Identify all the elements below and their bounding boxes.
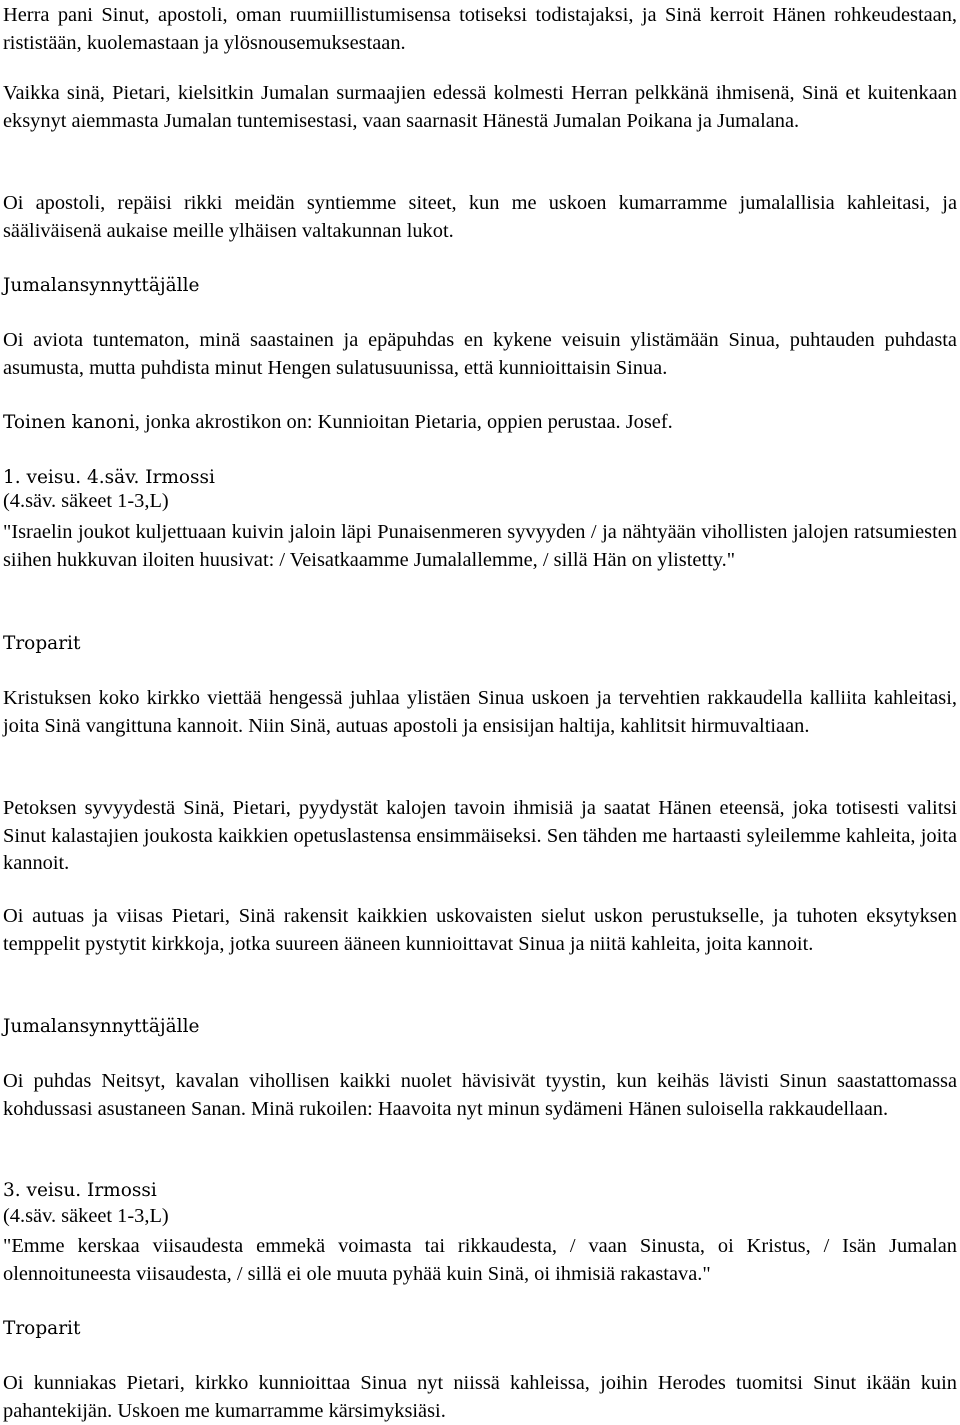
irmos-text: "Israelin joukot kuljettuaan kuivin jaloin läpi Punaisenmeren syvyyden / ja nähtyään vihollisten jalojen ratsumiesten siihen hukkuvan iloiten huusivat: / Veisatkaamme Jumalallemme, / sillä Hän on ylistetty." xyxy=(3,521,957,571)
kanon-label: Toinen kanoni xyxy=(3,412,135,433)
section-heading: Troparit xyxy=(3,633,81,654)
kanon-line xyxy=(3,409,957,437)
paragraph: Kristuksen koko kirkko viettää hengessä juhlaa ylistäen Sinua uskoen ja tervehtien rakkaudella kalliita kahleitasi, joita Sinä vangittuna kannoit. Niin Sinä, autuas apostoli ja ensisijan haltija, kahlitsit hirmuvaltiaan. xyxy=(3,687,957,737)
paragraph: Oi aviota tuntematon, minä saastainen ja epäpuhdas en kykene veisuin ylistämään Sinua, puhtauden puhdasta asumusta, mutta puhdista minut Hengen sulatusuunissa, että kunnioittaisin Sinua. xyxy=(3,329,957,379)
tone-note: (4.säv. säkeet 1-3,L) xyxy=(3,490,169,512)
paragraph: Petoksen syvyydestä Sinä, Pietari, pyydystät kalojen tavoin ihmisiä ja saatat Hänen eteensä, joka totisesti valitsi Sinut kalastajien joukosta kaikkien opetuslastensa ensimmäiseksi. Sen tähden me hartaasti syleilemme kahleita, joita kannoit. xyxy=(3,797,957,874)
paragraph: Oi puhdas Neitsyt, kavalan vihollisen kaikki nuolet hävisivät tyystin, kun keihäs lävisti Sinun saastattomassa kohdussasi asustaneen Sanan. Minä rukoilen: Haavoita nyt minun sydämeni Hänen suloisella rakkaudellaan. xyxy=(3,1070,957,1120)
section-heading: Troparit xyxy=(3,1318,81,1339)
paragraph: Herra pani Sinut, apostoli, oman ruumiillistumisensa totiseksi todistajaksi, ja Sinä kerroit Hänen rohkeudestaan, rististään, kuolemastaan ja ylösnousemuksestaan. xyxy=(3,4,957,54)
section-heading: Jumalansynnyttäjälle xyxy=(3,275,200,296)
paragraph: Oi kunniakas Pietari, kirkko kunnioittaa Sinua nyt niissä kahleissa, joihin Herodes tuomitsi Sinut ikään kuin pahantekijän. Uskoen me kumarramme kärsimyksiäsi. xyxy=(3,1372,957,1422)
paragraph: Vaikka sinä, Pietari, kielsitkin Jumalan surmaajien edessä kolmesti Herran pelkkänä ihmisenä, Sinä et kuitenkaan eksynyt aiemmasta Jumalan tuntemisestasi, vaan saarnasit Hänestä Jumalan Poikana ja Jumalana. xyxy=(3,82,957,132)
ode-heading: 3. veisu. Irmossi xyxy=(3,1180,157,1201)
paragraph: Oi autuas ja viisas Pietari, Sinä rakensit kaikkien uskovaisten sielut uskon perustukselle, ja tuhoten eksytyksen temppelit pystytit kirkkoja, jotka suureen ääneen kunnioittavat Sinua ja niitä kahleita, joita kannoit. xyxy=(3,905,957,955)
irmos-text: "Emme kerskaa viisaudesta emmekä voimasta tai rikkaudesta, / vaan Sinusta, oi Kristus, / Isän Jumalan olennoituneesta viisaudesta, / sillä ei ole muuta pyhää kuin Sinä, oi ihmisiä rakastava." xyxy=(3,1235,957,1285)
paragraph: Oi apostoli, repäisi rikki meidän syntiemme siteet, kun me uskoen kumarramme jumalallisia kahleitasi, ja sääliväisenä aukaise meille ylhäisen valtakunnan lukot. xyxy=(3,192,957,242)
section-heading: Jumalansynnyttäjälle xyxy=(3,1016,200,1037)
tone-note: (4.säv. säkeet 1-3,L) xyxy=(3,1205,169,1227)
kanon-description: , jonka akrostikon on: Kunnioitan Pietaria, oppien perustaa. Josef. xyxy=(134,411,673,433)
ode-heading: 1. veisu. 4.säv. Irmossi xyxy=(3,467,215,488)
